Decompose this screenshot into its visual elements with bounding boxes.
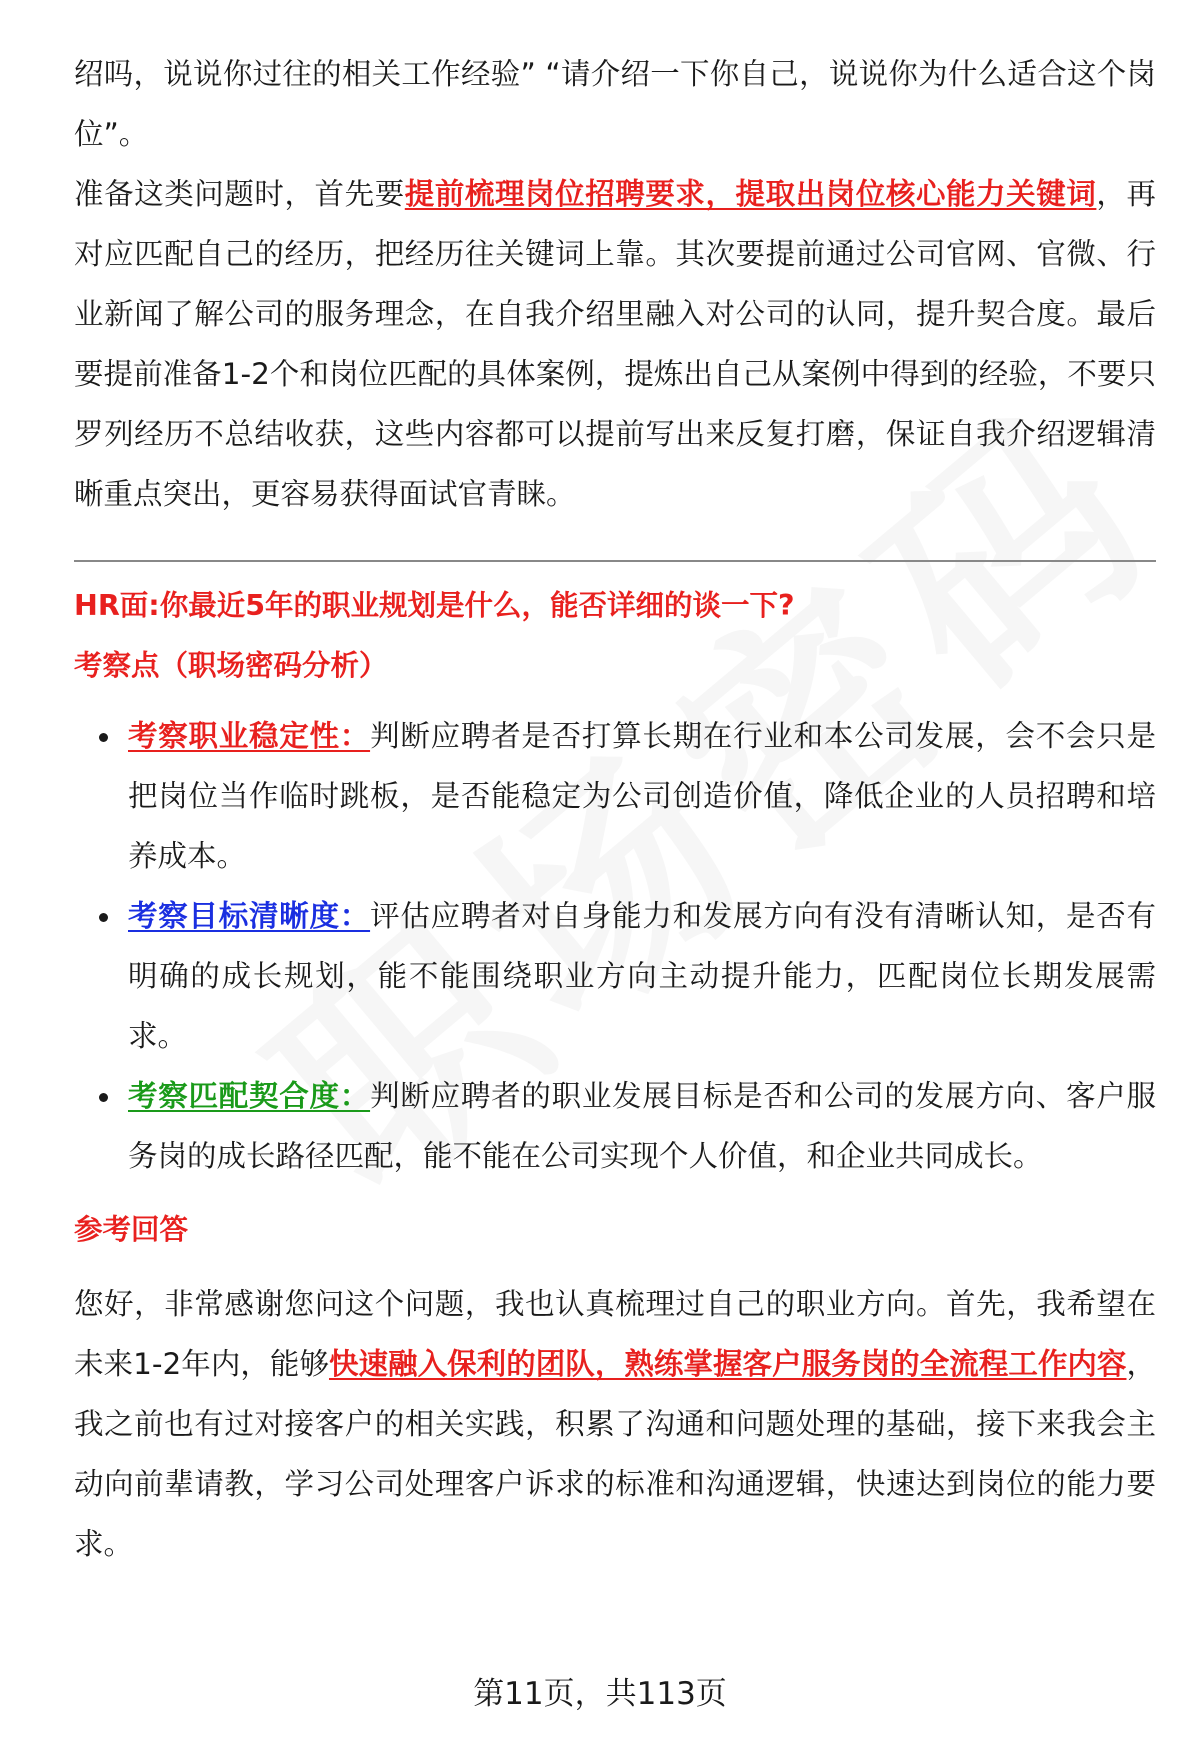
analysis-label-stability: 考察职业稳定性：: [128, 719, 371, 753]
analysis-label-clarity: 考察目标清晰度：: [128, 899, 371, 933]
analysis-text-fit: 判断应聘者的职业发展目标是否和公司的发展方向、客户服务岗的成长路径匹配，能不能在公司实现个人价值，和企业共同成长。: [128, 1079, 1156, 1173]
answer-paragraph: [74, 1274, 1156, 1574]
analysis-list: [74, 706, 1156, 1186]
analysis-text-clarity: 评估应聘者对自身能力和发展方向有没有清晰认知，是否有明确的成长规划，能不能围绕职业方向主动提升能力，匹配岗位长期发展需求。: [128, 899, 1156, 1053]
analysis-label-fit: 考察匹配契合度：: [128, 1079, 371, 1113]
answer-text-before: 您好，非常感谢您问这个问题，我也认真梳理过自己的职业方向。首先，我希望在未来1-2年内，能够: [74, 1287, 1156, 1381]
prep-text-before: 准备这类问题时，首先要: [74, 177, 405, 211]
intro-continued-paragraph: 绍吗，说说你过往的相关工作经验” “请介绍一下你自己，说说你为什么适合这个岗位”。: [74, 57, 1156, 151]
prep-advice-paragraph: [74, 164, 1156, 524]
answer-heading: 参考回答: [74, 1213, 189, 1246]
answer-text-after: ，我之前也有过对接客户的相关实践，积累了沟通和问题处理的基础，接下来我会主动向前辈请教，学习公司处理客户诉求的标准和沟通逻辑，快速达到岗位的能力要求。: [74, 1347, 1156, 1561]
bullet-dot: [99, 913, 108, 922]
bullet-dot: [99, 733, 108, 742]
answer-highlight: 快速融入保利的团队，熟练掌握客户服务岗的全流程工作内容: [328, 1347, 1127, 1381]
analysis-item-fit: [128, 1066, 1156, 1186]
prep-text-after: ，再对应匹配自己的经历，把经历往关键词上靠。其次要提前通过公司官网、官微、行业新闻了解公司的服务理念，在自我介绍里融入对公司的认同，提升契合度。最后要提前准备1-2个和岗位匹配的具体案例，提炼出自己从案例中得到的经验，不要只罗列经历不总结收获，这些内容都可以提前写出来反复打磨，保证自我介绍逻辑清晰重点突出，更容易获得面试官青睐。: [74, 177, 1156, 511]
bullet-dot: [99, 1093, 108, 1102]
analysis-text-stability: 判断应聘者是否打算长期在行业和本公司发展，会不会只是把岗位当作临时跳板，是否能稳定为公司创造价值，降低企业的人员招聘和培养成本。: [128, 719, 1156, 873]
document-page: [74, 44, 1156, 1574]
page-number: 第11页，共113页: [473, 1676, 727, 1712]
analysis-item-stability: [128, 706, 1156, 886]
analysis-item-clarity: [128, 886, 1156, 1066]
analysis-heading: 考察点（职场密码分析）: [74, 649, 388, 682]
section-divider: [74, 560, 1156, 562]
prep-highlight: 提前梳理岗位招聘要求，提取出岗位核心能力关键词: [404, 177, 1097, 211]
question-title: HR面:你最近5年的职业规划是什么，能否详细的谈一下?: [74, 589, 795, 622]
